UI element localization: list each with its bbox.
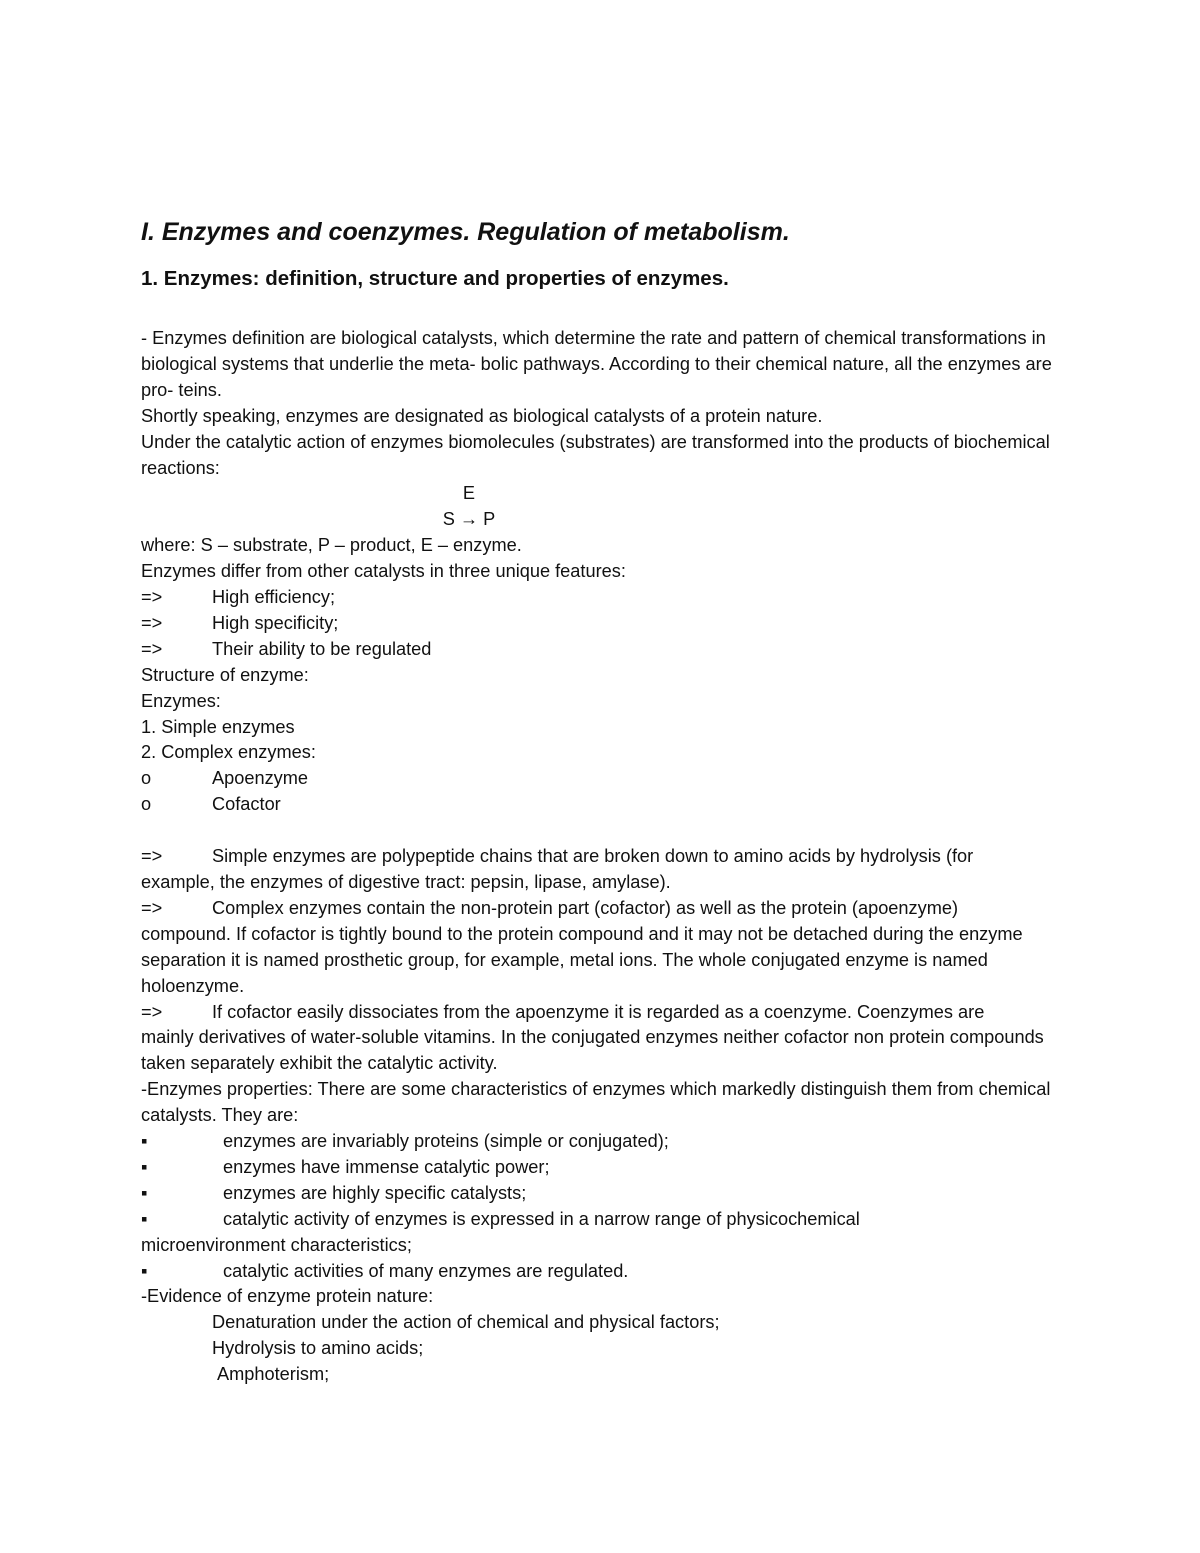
detail-item [141, 1000, 1061, 1078]
equation-top-text: E [462, 483, 476, 504]
simple-enzymes-item: 1. Simple enzymes [141, 716, 295, 737]
property-item [141, 1129, 1061, 1155]
where-line: where: S – substrate, P – product, E – enzyme. [141, 535, 522, 556]
property-item [141, 1181, 1061, 1207]
blank-line [141, 818, 1061, 844]
document-body [141, 326, 1061, 1388]
evidence-heading: -Evidence of enzyme protein nature: [141, 1286, 434, 1307]
detail-first-line: Simple enzymes are polypeptide chains that are broken down to amino acids by hydrolysis (for [212, 846, 974, 867]
square-bullet-icon: ▪ [141, 1208, 148, 1229]
property-text: catalytic activities of many enzymes are regulated. [223, 1260, 629, 1281]
property-continuation: microenvironment characteristics; [141, 1234, 412, 1255]
detail-first-line: If cofactor easily dissociates from the apoenzyme it is regarded as a coenzyme. Coenzymes are [212, 1001, 985, 1022]
evidence-item: Amphoterism; [217, 1364, 330, 1385]
properties-paragraph: -Enzymes properties: There are some characteristics of enzymes which markedly distinguish them from chemical catalysts. They are: [141, 1079, 1051, 1126]
arrow-marker: => [141, 846, 163, 867]
feature-text: High specificity; [212, 612, 339, 633]
enzymes-label: Enzymes: [141, 690, 221, 711]
feature-item [141, 585, 1061, 611]
arrow-marker: => [141, 1001, 163, 1022]
property-item [141, 1207, 1061, 1259]
arrow-marker: => [141, 638, 163, 659]
evidence-item: Hydrolysis to amino acids; [212, 1338, 424, 1359]
complex-part-item [141, 792, 1061, 818]
complex-part-text: Cofactor [212, 794, 281, 815]
equation-enzyme-label [141, 481, 1061, 507]
property-item [141, 1155, 1061, 1181]
detail-item [141, 896, 1061, 1000]
detail-continuation: compound. If cofactor is tightly bound to the protein compound and it may not be detached during the enzyme separation it is named prosthetic group, for example, metal ions. The whole conjugated enzyme is named holoenzyme. [141, 923, 1023, 996]
detail-first-line: Complex enzymes contain the non-protein part (cofactor) as well as the protein (apoenzyme) [212, 897, 959, 918]
square-bullet-icon: ▪ [141, 1131, 148, 1152]
section-heading: 1. Enzymes: definition, structure and properties of enzymes. [141, 267, 729, 290]
circle-marker: o [141, 794, 152, 815]
definition-paragraph: - Enzymes definition are biological catalysts, which determine the rate and pattern of chemical transformations in biological systems that underlie the meta- bolic pathways. According to their chemical nature, all the enzymes are pro- teins. [141, 328, 1052, 400]
equation-main-text: S → P [442, 509, 496, 530]
property-text: catalytic activity of enzymes is expressed in a narrow range of physicochemical [223, 1208, 860, 1229]
detail-item [141, 844, 1061, 896]
complex-part-text: Apoenzyme [212, 768, 309, 789]
arrow-marker: => [141, 612, 163, 633]
arrow-marker: => [141, 897, 163, 918]
document-page [141, 212, 1061, 1388]
document-title: I. Enzymes and coenzymes. Regulation of metabolism. [141, 218, 790, 246]
square-bullet-icon: ▪ [141, 1182, 148, 1203]
catalytic-action-paragraph: Under the catalytic action of enzymes biomolecules (substrates) are transformed into the products of biochemical reactions: [141, 431, 1050, 478]
feature-text: High efficiency; [212, 587, 335, 608]
feature-text: Their ability to be regulated [212, 638, 432, 659]
structure-heading: Structure of enzyme: [141, 664, 309, 685]
complex-enzymes-item: 2. Complex enzymes: [141, 742, 316, 763]
arrow-marker: => [141, 587, 163, 608]
property-text: enzymes are highly specific catalysts; [223, 1182, 527, 1203]
detail-continuation: example, the enzymes of digestive tract: pepsin, lipase, amylase). [141, 871, 671, 892]
shortly-paragraph: Shortly speaking, enzymes are designated as biological catalysts of a protein nature. [141, 405, 823, 426]
square-bullet-icon: ▪ [141, 1260, 148, 1281]
property-text: enzymes are invariably proteins (simple or conjugated); [223, 1131, 669, 1152]
property-item [141, 1259, 1061, 1285]
detail-continuation: mainly derivatives of water-soluble vitamins. In the conjugated enzymes neither cofactor non protein compounds taken separately exhibit the catalytic activity. [141, 1027, 1044, 1074]
complex-part-item [141, 766, 1061, 792]
square-bullet-icon: ▪ [141, 1156, 148, 1177]
feature-item [141, 637, 1061, 663]
equation [141, 507, 1061, 533]
property-text: enzymes have immense catalytic power; [223, 1156, 550, 1177]
feature-item [141, 611, 1061, 637]
differ-line: Enzymes differ from other catalysts in three unique features: [141, 561, 626, 582]
evidence-item: Denaturation under the action of chemical and physical factors; [212, 1312, 720, 1333]
circle-marker: o [141, 768, 152, 789]
